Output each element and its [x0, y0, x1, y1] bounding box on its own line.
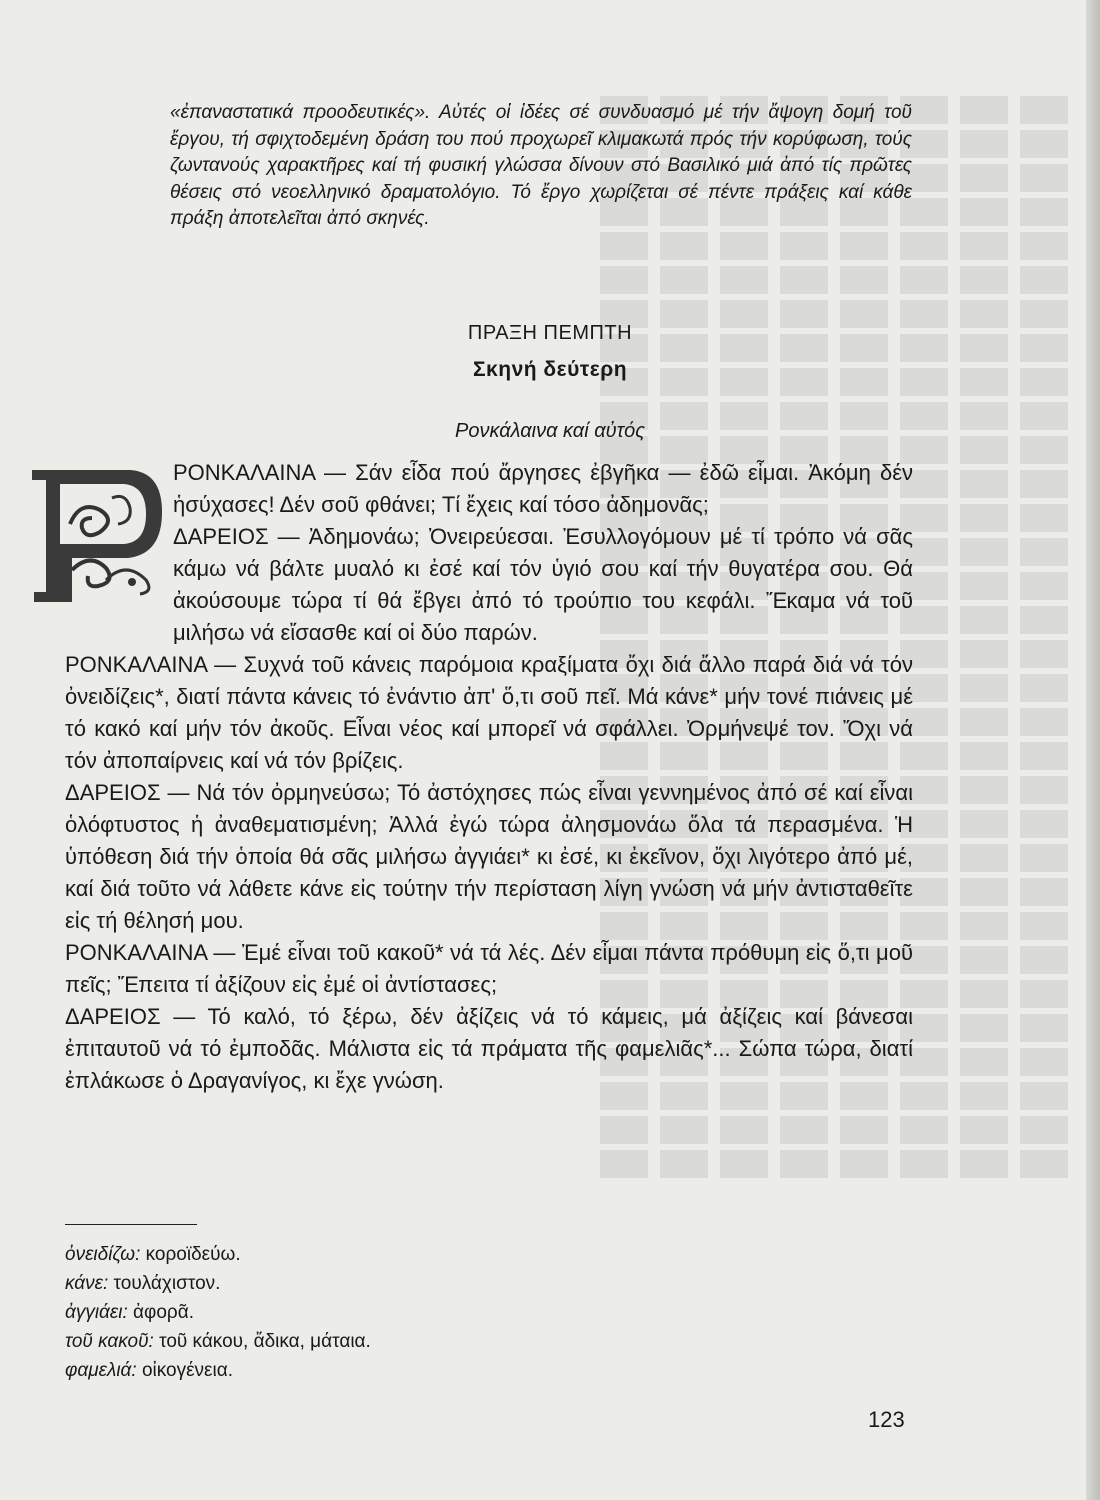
dialogue-line-6: ΔΑΡΕΙΟΣ — Τό καλό, τό ξέρω, δέν ἀξίζεις νά τό κάμεις, μά ἀξίζεις καί βάνεσαι ἐπιταυτοῦ νά τό ἐμποδᾶς. Μάλιστα εἰς τά πράματα τῆς φαμελιᾶς*... Σώπα τώρα, διατί ἐπλάκωσε ὁ Δραγανίγος, κι ἔχε γνώση. — [65, 1004, 914, 1093]
footnote — [65, 1356, 913, 1385]
speaker-name: ΡΟΝΚΑΛΑΙΝΑ — [65, 652, 207, 677]
footnote-term: τοῦ κακοῦ: — [65, 1331, 154, 1352]
footnote-gloss: οἰκογένεια. — [141, 1360, 234, 1381]
speech-text: Σάν εἶδα πού ἄργησες ἐβγῆκα — ἐδῶ εἶμαι. Ἀκόμη δέν ἡσύχασες! Δέν σοῦ φθάνει; Τί ἔχεις καί τόσο ἀδημονᾶς; — [173, 460, 913, 517]
speech-text: Ἐμέ εἶναι τοῦ κακοῦ* νά τά λές. Δέν εἶμαι πάντα πρόθυμη εἰς ὅ,τι μοῦ πεῖς; Ἔπειτα τί ἀξίζουν εἰς ἐμέ οἱ ἀντίστασες; — [65, 940, 913, 997]
dialogue-line-5: ΡΟΝΚΑΛΑΙΝΑ — Ἐμέ εἶναι τοῦ κακοῦ* νά τά λές. Δέν εἶμαι πάντα πρόθυμη εἰς ὅ,τι μοῦ πεῖς; Ἔπειτα τί ἀξίζουν εἰς ἐμέ οἱ ἀντίστασες; — [65, 940, 913, 997]
dialogue-line-2: ΔΑΡΕΙΟΣ — Ἀδημονάω; Ὀνειρεύεσαι. Ἐσυλλογόμουν μέ τί τρόπο νά σᾶς κάμω νά βάλτε μυαλό κι ἐσέ καί τόν ὑγιό σου καί τήν θυγατέρα σου. Θά ἀκούσουμε τώρα τί θά ἔβγει ἀπό τό τρούπιο του κεφάλι. Ἔκαμα νά τοῦ μιλήσω νά εἴσασθε καί οἱ δύο παρών. — [173, 524, 913, 645]
speech-text: Τό καλό, τό ξέρω, δέν ἀξίζεις νά τό κάμεις, μά ἀξίζεις καί βάνεσαι ἐπιταυτοῦ νά τό ἐμποδᾶς. Μάλιστα εἰς τά πράματα τῆς φαμελιᾶς*... Σώπα τώρα, διατί ἐπλάκωσε ὁ Δραγανίγος, κι ἔχε γνώση. — [65, 1004, 914, 1093]
speaker-name: ΔΑΡΕΙΟΣ — [65, 1004, 161, 1029]
footnote-divider — [65, 1224, 197, 1225]
page-number: 123 — [868, 1407, 905, 1432]
footnote-term: κάνε: — [65, 1273, 109, 1294]
speech-text: Νά τόν ὀρμηνεύσω; Τό ἀστόχησες πώς εἶναι γεννημένος ἀπό σέ καί εἶναι ὁλόφτυστος ἡ ἀναθεματισμένη; Ἀλλά ἐγώ τώρα ἀλησμονάω ὅλα τά περασμένα. Ἡ ὑπόθεση διά τήν ὁποία θά σᾶς μιλήσω ἀγγιάει* κι ἐσέ, κι ἐκεῖνον, ὄχι λιγότερο ἀπό μέ, καί διά τοῦτο νά λάθετε κάνε εἰς τούτην τήν περίσταση λίγη γνώση νά μήν ἀντισταθεῖτε εἰς τή θέλησή μου. — [65, 780, 913, 933]
intro-paragraph: «ἐπαναστατικά προοδευτικές». Αὐτές οἱ ἰδέες σέ συνδυασμό μέ τήν ἄψογη δομή τοῦ ἔργου, τή σφιχτοδεμένη δράση του πού προχωρεῖ κλιμακωτά πρός τήν κορύφωση, τούς ζωντανούς χαρακτῆρες καί τή φυσική γλώσσα δίνουν στό Βασιλικό μιά ἀπό τίς πρῶτες θέσεις στό νεοελληνικό δραματολόγιο. Τό ἔργο χωρίζεται σέ πέντε πράξεις καί κάθε πράξη ἀποτελεῖται ἀπό σκηνές. — [170, 102, 912, 229]
dialogue-block — [65, 457, 913, 1097]
footnote-term: φαμελιά: — [65, 1360, 137, 1381]
footnote-gloss: τουλάχιστον. — [113, 1273, 221, 1294]
dialogue-line-4: ΔΑΡΕΙΟΣ — Νά τόν ὀρμηνεύσω; Τό ἀστόχησες πώς εἶναι γεννημένος ἀπό σέ καί εἶναι ὁλόφτυστος ἡ ἀναθεματισμένη; Ἀλλά ἐγώ τώρα ἀλησμονάω ὅλα τά περασμένα. Ἡ ὑπόθεση διά τήν ὁποία θά σᾶς μιλήσω ἀγγιάει* κι ἐσέ, κι ἐκεῖνον, ὄχι λιγότερο ἀπό μέ, καί διά τοῦτο νά λάθετε κάνε εἰς τούτην τήν περίσταση λίγη γνώση νά μήν ἀντισταθεῖτε εἰς τή θέλησή μου. — [65, 780, 913, 933]
footnote — [65, 1298, 913, 1327]
footnote-gloss: κοροϊδεύω. — [145, 1244, 241, 1265]
footnote-gloss: ἀφορᾶ. — [133, 1302, 194, 1323]
footnote-term: ἀγγιάει: — [65, 1302, 128, 1323]
dialogue-line-3: ΡΟΝΚΑΛΑΙΝΑ — Συχνά τοῦ κάνεις παρόμοια κραξίματα ὄχι διά ἄλλο παρά διά νά τόν ὀνειδίζεις*, διατί πάντα κάνεις τό ἐνάντιο ἀπ' ὅ,τι σοῦ πεῖ. Μά κάνε* μήν τονέ πιάνεις μέ τό κακό καί μήν τόν ἀκοῦς. Εἶναι νέος καί μπορεῖ νά σφάλλει. Ὀρμήνεψέ τον. Ὄχι νά τόν ἀποπαίρνεις καί νά τόν βρίζεις. — [65, 652, 913, 773]
speaker-name: ΔΑΡΕΙΟΣ — [173, 524, 269, 549]
stage-direction: Ρονκάλαινα καί αὐτός — [455, 420, 645, 442]
speech-text: Συχνά τοῦ κάνεις παρόμοια κραξίματα ὄχι διά ἄλλο παρά διά νά τόν ὀνειδίζεις*, διατί πάντα κάνεις τό ἐνάντιο ἀπ' ὅ,τι σοῦ πεῖ. Μά κάνε* μήν τονέ πιάνεις μέ τό κακό καί μήν τόν ἀκοῦς. Εἶναι νέος καί μπορεῖ νά σφάλλει. Ὀρμήνεψέ τον. Ὄχι νά τόν ἀποπαίρνεις καί νά τόν βρίζεις. — [65, 652, 913, 773]
footnote-term: ὀνειδίζω: — [65, 1244, 141, 1265]
footnote — [65, 1327, 913, 1356]
footnote-gloss: τοῦ κάκου, ἄδικα, μάταια. — [159, 1331, 371, 1352]
page-edge — [1086, 0, 1100, 1500]
speaker-name: ΔΑΡΕΙΟΣ — [65, 780, 161, 805]
act-title: ΠΡΑΞΗ ΠΕΜΠΤΗ — [467, 322, 633, 344]
footnote — [65, 1269, 913, 1298]
footnotes — [65, 1240, 913, 1385]
scene-title: Σκηνή δεύτερη — [472, 358, 628, 381]
footnote — [65, 1240, 913, 1269]
speech-text: Ἀδημονάω; Ὀνειρεύεσαι. Ἐσυλλογόμουν μέ τί τρόπο νά σᾶς κάμω νά βάλτε μυαλό κι ἐσέ καί τόν ὑγιό σου καί τήν θυγατέρα σου. Θά ἀκούσουμε τώρα τί θά ἔβγει ἀπό τό τρούπιο του κεφάλι. Ἔκαμα νά τοῦ μιλήσω νά εἴσασθε καί οἱ δύο παρών. — [173, 524, 913, 645]
speaker-name: ΡΟΝΚΑΛΑΙΝΑ — [65, 940, 207, 965]
dialogue-line-1: ΡΟΝΚΑΛΑΙΝΑ — Σάν εἶδα πού ἄργησες ἐβγῆκα — ἐδῶ εἶμαι. Ἀκόμη δέν ἡσύχασες! Δέν σοῦ φθάνει; Τί ἔχεις καί τόσο ἀδημονᾶς; — [173, 460, 913, 517]
speaker-name: ΡΟΝΚΑΛΑΙΝΑ — [173, 460, 315, 485]
